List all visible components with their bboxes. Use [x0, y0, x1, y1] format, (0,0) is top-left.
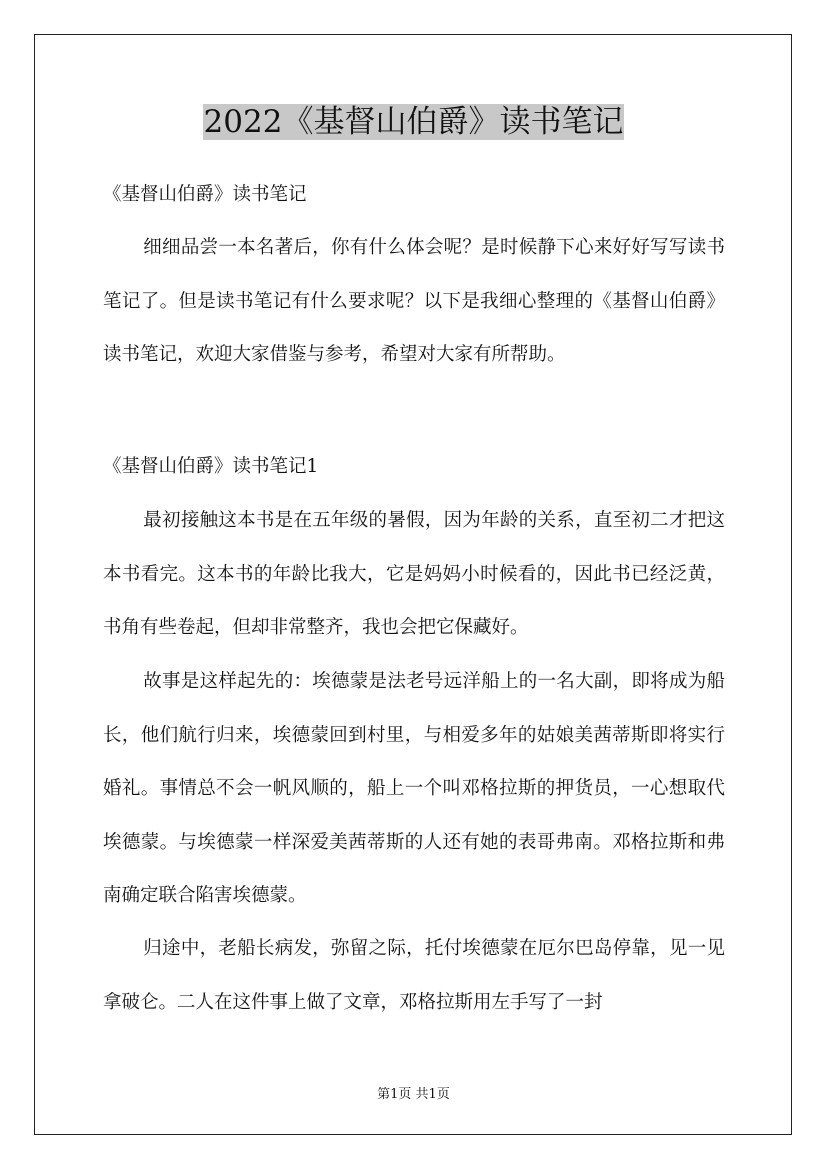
- document-title: [0, 101, 827, 143]
- title-text: 2022《基督山伯爵》读书笔记: [203, 104, 624, 140]
- intro-text: 细细品尝一本名著后，你有什么体会呢？是时候静下心来好好写写读书笔记了。但是读书笔记有什么要求呢？以下是我细心整理的《基督山伯爵》读书笔记，欢迎大家借鉴与参考，希望对大家有所帮助。: [103, 237, 725, 365]
- paragraph-text: 最初接触这本书是在五年级的暑假，因为年龄的关系，直至初二才把这本书看完。这本书的年龄比我大，它是妈妈小时候看的，因此书已经泛黄，书角有些卷起，但却非常整齐，我也会把它保藏好。: [103, 510, 725, 638]
- body-paragraph-2: [103, 655, 725, 923]
- paragraph-text: 归途中，老船长病发，弥留之际，托付埃德蒙在厄尔巴岛停靠，见一见拿破仑。二人在这件事上做了文章，邓格拉斯用左手写了一封: [103, 938, 725, 1013]
- paragraph-text: 故事是这样起先的：埃德蒙是法老号远洋船上的一名大副，即将成为船长，他们航行归来，埃德蒙回到村里，与相爱多年的姑娘美茜蒂斯即将实行婚礼。事情总不会一帆风顺的，船上一个叫邓格拉斯的押货员，一心想取代埃德蒙。与埃德蒙一样深爱美茜蒂斯的人还有她的表哥弗南。邓格拉斯和弗南确定联合陷害埃德蒙。: [103, 671, 725, 906]
- page-footer: 第1页 共1页: [377, 1087, 450, 1102]
- document-subtitle: 《基督山伯爵》读书笔记: [103, 184, 307, 205]
- body-paragraph-1: [103, 494, 725, 655]
- body-paragraph-3: [103, 922, 725, 1029]
- section-heading: 《基督山伯爵》读书笔记1: [103, 456, 319, 477]
- intro-paragraph: [103, 221, 725, 382]
